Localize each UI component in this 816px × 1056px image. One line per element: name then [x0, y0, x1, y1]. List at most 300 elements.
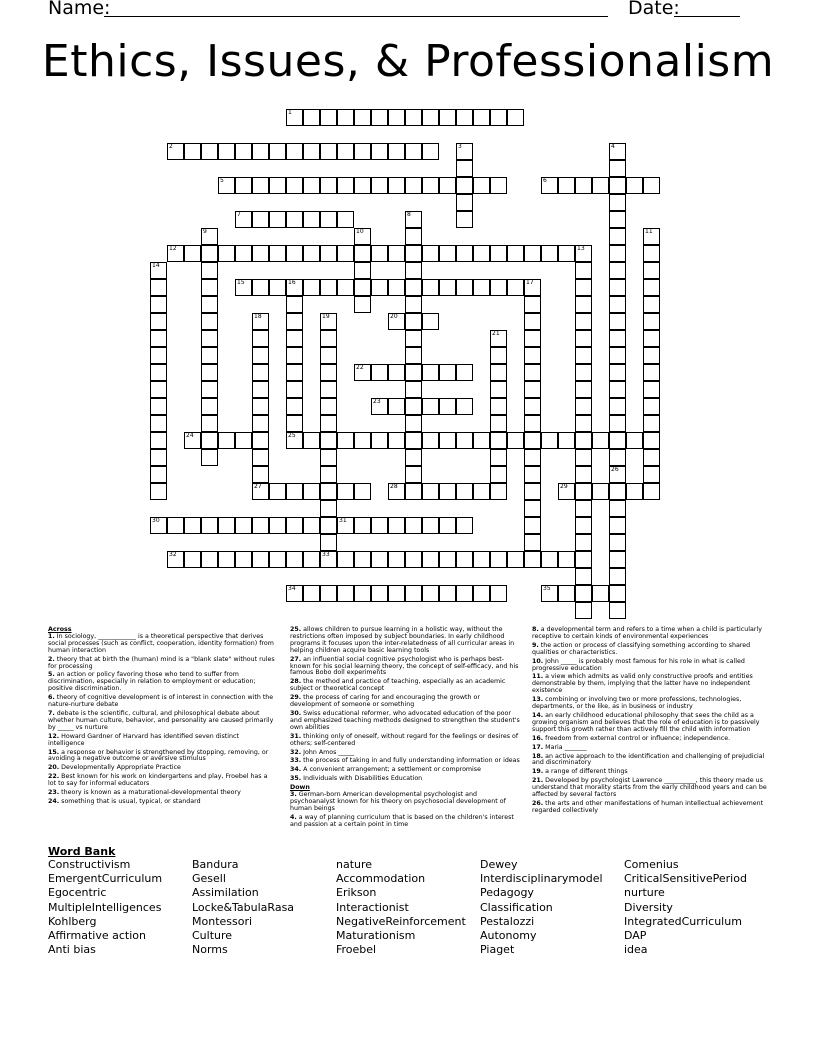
grid-cell[interactable] [405, 432, 422, 449]
grid-cell[interactable] [609, 585, 626, 602]
grid-cell[interactable] [524, 347, 541, 364]
grid-cell[interactable] [626, 432, 643, 449]
grid-cell[interactable] [643, 483, 660, 500]
grid-cell[interactable] [371, 143, 388, 160]
grid-cell[interactable] [490, 483, 507, 500]
grid-cell[interactable] [150, 330, 167, 347]
grid-cell[interactable] [252, 143, 269, 160]
grid-cell[interactable] [643, 432, 660, 449]
grid-cell[interactable] [575, 279, 592, 296]
grid-cell[interactable] [371, 432, 388, 449]
grid-cell[interactable] [388, 517, 405, 534]
grid-cell[interactable] [439, 398, 456, 415]
grid-cell[interactable] [405, 245, 422, 262]
grid-cell[interactable] [235, 245, 252, 262]
grid-cell[interactable] [269, 143, 286, 160]
grid-cell[interactable] [184, 432, 201, 449]
grid-cell[interactable] [405, 449, 422, 466]
grid-cell[interactable] [643, 449, 660, 466]
grid-cell[interactable] [473, 279, 490, 296]
grid-cell[interactable] [643, 279, 660, 296]
grid-cell[interactable] [422, 143, 439, 160]
grid-cell[interactable] [184, 245, 201, 262]
grid-cell[interactable] [286, 517, 303, 534]
grid-cell[interactable] [388, 364, 405, 381]
grid-cell[interactable] [150, 432, 167, 449]
grid-cell[interactable] [150, 364, 167, 381]
grid-cell[interactable] [371, 245, 388, 262]
grid-cell[interactable] [609, 330, 626, 347]
grid-cell[interactable] [303, 483, 320, 500]
grid-cell[interactable] [524, 449, 541, 466]
grid-cell[interactable] [252, 466, 269, 483]
grid-cell[interactable] [456, 177, 473, 194]
grid-cell[interactable] [354, 517, 371, 534]
grid-cell[interactable] [558, 585, 575, 602]
grid-cell[interactable] [286, 330, 303, 347]
grid-cell[interactable] [320, 109, 337, 126]
grid-cell[interactable] [524, 551, 541, 568]
grid-cell[interactable] [524, 534, 541, 551]
grid-cell[interactable] [473, 177, 490, 194]
grid-cell[interactable] [286, 245, 303, 262]
grid-cell[interactable] [320, 143, 337, 160]
grid-cell[interactable] [558, 245, 575, 262]
grid-cell[interactable] [286, 483, 303, 500]
grid-cell[interactable] [473, 483, 490, 500]
grid-cell[interactable] [575, 551, 592, 568]
grid-cell[interactable] [252, 211, 269, 228]
grid-cell[interactable] [643, 245, 660, 262]
grid-cell[interactable] [592, 177, 609, 194]
grid-cell[interactable] [303, 279, 320, 296]
grid-cell[interactable] [405, 398, 422, 415]
grid-cell[interactable] [422, 432, 439, 449]
grid-cell[interactable] [201, 330, 218, 347]
grid-cell[interactable] [456, 398, 473, 415]
grid-cell[interactable] [320, 211, 337, 228]
grid-cell[interactable] [643, 466, 660, 483]
grid-cell[interactable] [609, 160, 626, 177]
grid-cell[interactable] [405, 466, 422, 483]
grid-cell[interactable] [354, 228, 371, 245]
grid-cell[interactable] [252, 432, 269, 449]
grid-cell[interactable] [371, 364, 388, 381]
grid-cell[interactable] [524, 245, 541, 262]
grid-cell[interactable] [575, 296, 592, 313]
grid-cell[interactable] [150, 279, 167, 296]
grid-cell[interactable] [643, 364, 660, 381]
grid-cell[interactable] [524, 398, 541, 415]
grid-cell[interactable] [558, 432, 575, 449]
grid-cell[interactable] [524, 500, 541, 517]
grid-cell[interactable] [235, 279, 252, 296]
grid-cell[interactable] [490, 585, 507, 602]
grid-cell[interactable] [609, 347, 626, 364]
grid-cell[interactable] [252, 313, 269, 330]
grid-cell[interactable] [167, 517, 184, 534]
grid-cell[interactable] [371, 517, 388, 534]
grid-cell[interactable] [490, 432, 507, 449]
grid-cell[interactable] [439, 585, 456, 602]
grid-cell[interactable] [388, 245, 405, 262]
grid-cell[interactable] [337, 177, 354, 194]
grid-cell[interactable] [575, 500, 592, 517]
grid-cell[interactable] [388, 109, 405, 126]
grid-cell[interactable] [388, 551, 405, 568]
grid-cell[interactable] [201, 228, 218, 245]
grid-cell[interactable] [388, 585, 405, 602]
grid-cell[interactable] [541, 177, 558, 194]
grid-cell[interactable] [643, 330, 660, 347]
grid-cell[interactable] [575, 568, 592, 585]
grid-cell[interactable] [150, 262, 167, 279]
grid-cell[interactable] [490, 279, 507, 296]
grid-cell[interactable] [354, 245, 371, 262]
grid-cell[interactable] [405, 364, 422, 381]
grid-cell[interactable] [473, 432, 490, 449]
grid-cell[interactable] [490, 551, 507, 568]
grid-cell[interactable] [218, 432, 235, 449]
grid-cell[interactable] [507, 432, 524, 449]
grid-cell[interactable] [320, 245, 337, 262]
grid-cell[interactable] [609, 279, 626, 296]
grid-cell[interactable] [473, 109, 490, 126]
grid-cell[interactable] [609, 517, 626, 534]
grid-cell[interactable] [201, 245, 218, 262]
grid-cell[interactable] [286, 143, 303, 160]
grid-cell[interactable] [235, 432, 252, 449]
grid-cell[interactable] [575, 517, 592, 534]
grid-cell[interactable] [201, 279, 218, 296]
grid-cell[interactable] [286, 347, 303, 364]
grid-cell[interactable] [150, 296, 167, 313]
grid-cell[interactable] [286, 432, 303, 449]
grid-cell[interactable] [558, 551, 575, 568]
grid-cell[interactable] [473, 585, 490, 602]
grid-cell[interactable] [575, 483, 592, 500]
grid-cell[interactable] [184, 143, 201, 160]
grid-cell[interactable] [337, 109, 354, 126]
grid-cell[interactable] [167, 551, 184, 568]
grid-cell[interactable] [371, 585, 388, 602]
grid-cell[interactable] [609, 211, 626, 228]
grid-cell[interactable] [524, 415, 541, 432]
grid-cell[interactable] [609, 568, 626, 585]
grid-cell[interactable] [235, 211, 252, 228]
grid-cell[interactable] [405, 313, 422, 330]
grid-cell[interactable] [354, 262, 371, 279]
grid-cell[interactable] [269, 483, 286, 500]
grid-cell[interactable] [320, 330, 337, 347]
grid-cell[interactable] [201, 364, 218, 381]
grid-cell[interactable] [252, 483, 269, 500]
grid-cell[interactable] [456, 194, 473, 211]
grid-cell[interactable] [405, 211, 422, 228]
grid-cell[interactable] [269, 211, 286, 228]
grid-cell[interactable] [303, 585, 320, 602]
grid-cell[interactable] [320, 585, 337, 602]
grid-cell[interactable] [150, 398, 167, 415]
grid-cell[interactable] [405, 143, 422, 160]
grid-cell[interactable] [269, 177, 286, 194]
grid-cell[interactable] [405, 415, 422, 432]
grid-cell[interactable] [439, 432, 456, 449]
grid-cell[interactable] [286, 381, 303, 398]
grid-cell[interactable] [201, 449, 218, 466]
grid-cell[interactable] [252, 364, 269, 381]
grid-cell[interactable] [575, 432, 592, 449]
grid-cell[interactable] [609, 466, 626, 483]
grid-cell[interactable] [201, 415, 218, 432]
grid-cell[interactable] [320, 534, 337, 551]
grid-cell[interactable] [388, 177, 405, 194]
grid-cell[interactable] [235, 551, 252, 568]
grid-cell[interactable] [524, 432, 541, 449]
grid-cell[interactable] [286, 364, 303, 381]
grid-cell[interactable] [575, 177, 592, 194]
grid-cell[interactable] [422, 109, 439, 126]
grid-cell[interactable] [303, 517, 320, 534]
grid-cell[interactable] [490, 398, 507, 415]
grid-cell[interactable] [473, 551, 490, 568]
grid-cell[interactable] [405, 330, 422, 347]
grid-cell[interactable] [507, 245, 524, 262]
grid-cell[interactable] [150, 517, 167, 534]
grid-cell[interactable] [609, 364, 626, 381]
grid-cell[interactable] [643, 177, 660, 194]
grid-cell[interactable] [609, 398, 626, 415]
grid-cell[interactable] [643, 313, 660, 330]
grid-cell[interactable] [592, 432, 609, 449]
grid-cell[interactable] [388, 313, 405, 330]
grid-cell[interactable] [320, 381, 337, 398]
grid-cell[interactable] [371, 398, 388, 415]
grid-cell[interactable] [643, 398, 660, 415]
grid-cell[interactable] [439, 279, 456, 296]
grid-cell[interactable] [473, 245, 490, 262]
grid-cell[interactable] [524, 517, 541, 534]
grid-cell[interactable] [558, 177, 575, 194]
grid-cell[interactable] [422, 313, 439, 330]
grid-cell[interactable] [524, 279, 541, 296]
grid-cell[interactable] [337, 279, 354, 296]
grid-cell[interactable] [320, 517, 337, 534]
grid-cell[interactable] [354, 483, 371, 500]
grid-cell[interactable] [609, 432, 626, 449]
grid-cell[interactable] [252, 517, 269, 534]
grid-cell[interactable] [201, 517, 218, 534]
grid-cell[interactable] [303, 245, 320, 262]
grid-cell[interactable] [405, 177, 422, 194]
grid-cell[interactable] [218, 551, 235, 568]
grid-cell[interactable] [609, 228, 626, 245]
grid-cell[interactable] [524, 483, 541, 500]
grid-cell[interactable] [337, 517, 354, 534]
grid-cell[interactable] [354, 364, 371, 381]
grid-cell[interactable] [201, 143, 218, 160]
grid-cell[interactable] [235, 177, 252, 194]
grid-cell[interactable] [320, 500, 337, 517]
grid-cell[interactable] [150, 466, 167, 483]
grid-cell[interactable] [218, 177, 235, 194]
grid-cell[interactable] [320, 347, 337, 364]
grid-cell[interactable] [439, 483, 456, 500]
grid-cell[interactable] [456, 143, 473, 160]
grid-cell[interactable] [405, 585, 422, 602]
grid-cell[interactable] [575, 415, 592, 432]
grid-cell[interactable] [303, 211, 320, 228]
grid-cell[interactable] [201, 432, 218, 449]
grid-cell[interactable] [643, 415, 660, 432]
grid-cell[interactable] [354, 279, 371, 296]
grid-cell[interactable] [575, 534, 592, 551]
grid-cell[interactable] [252, 177, 269, 194]
grid-cell[interactable] [575, 364, 592, 381]
grid-cell[interactable] [371, 279, 388, 296]
grid-cell[interactable] [456, 432, 473, 449]
grid-cell[interactable] [643, 347, 660, 364]
grid-cell[interactable] [643, 296, 660, 313]
grid-cell[interactable] [456, 364, 473, 381]
grid-cell[interactable] [422, 279, 439, 296]
grid-cell[interactable] [439, 177, 456, 194]
grid-cell[interactable] [320, 177, 337, 194]
grid-cell[interactable] [422, 551, 439, 568]
grid-cell[interactable] [456, 585, 473, 602]
grid-cell[interactable] [609, 483, 626, 500]
grid-cell[interactable] [286, 415, 303, 432]
grid-cell[interactable] [592, 585, 609, 602]
grid-cell[interactable] [252, 347, 269, 364]
grid-cell[interactable] [575, 381, 592, 398]
grid-cell[interactable] [286, 551, 303, 568]
grid-cell[interactable] [252, 330, 269, 347]
grid-cell[interactable] [609, 534, 626, 551]
grid-cell[interactable] [320, 466, 337, 483]
grid-cell[interactable] [643, 262, 660, 279]
grid-cell[interactable] [422, 517, 439, 534]
grid-cell[interactable] [643, 228, 660, 245]
grid-cell[interactable] [201, 551, 218, 568]
grid-cell[interactable] [286, 211, 303, 228]
grid-cell[interactable] [456, 551, 473, 568]
grid-cell[interactable] [541, 245, 558, 262]
grid-cell[interactable] [371, 551, 388, 568]
grid-cell[interactable] [439, 364, 456, 381]
grid-cell[interactable] [252, 449, 269, 466]
grid-cell[interactable] [337, 432, 354, 449]
grid-cell[interactable] [422, 585, 439, 602]
grid-cell[interactable] [405, 483, 422, 500]
grid-cell[interactable] [405, 228, 422, 245]
grid-cell[interactable] [575, 398, 592, 415]
grid-cell[interactable] [490, 177, 507, 194]
grid-cell[interactable] [354, 143, 371, 160]
grid-cell[interactable] [405, 109, 422, 126]
grid-cell[interactable] [201, 347, 218, 364]
grid-cell[interactable] [575, 585, 592, 602]
grid-cell[interactable] [422, 398, 439, 415]
grid-cell[interactable] [354, 296, 371, 313]
grid-cell[interactable] [575, 449, 592, 466]
grid-cell[interactable] [490, 364, 507, 381]
grid-cell[interactable] [456, 211, 473, 228]
grid-cell[interactable] [337, 143, 354, 160]
grid-cell[interactable] [592, 483, 609, 500]
grid-cell[interactable] [422, 483, 439, 500]
grid-cell[interactable] [286, 177, 303, 194]
grid-cell[interactable] [439, 109, 456, 126]
grid-cell[interactable] [609, 415, 626, 432]
grid-cell[interactable] [609, 381, 626, 398]
grid-cell[interactable] [456, 517, 473, 534]
grid-cell[interactable] [609, 143, 626, 160]
grid-cell[interactable] [388, 279, 405, 296]
grid-cell[interactable] [269, 517, 286, 534]
grid-cell[interactable] [150, 483, 167, 500]
grid-cell[interactable] [405, 551, 422, 568]
grid-cell[interactable] [609, 551, 626, 568]
grid-cell[interactable] [490, 466, 507, 483]
grid-cell[interactable] [150, 381, 167, 398]
grid-cell[interactable] [575, 347, 592, 364]
grid-cell[interactable] [405, 517, 422, 534]
grid-cell[interactable] [371, 109, 388, 126]
grid-cell[interactable] [490, 449, 507, 466]
grid-cell[interactable] [541, 432, 558, 449]
grid-cell[interactable] [201, 398, 218, 415]
grid-cell[interactable] [388, 143, 405, 160]
grid-cell[interactable] [541, 585, 558, 602]
grid-cell[interactable] [541, 551, 558, 568]
grid-cell[interactable] [337, 585, 354, 602]
grid-cell[interactable] [490, 415, 507, 432]
grid-cell[interactable] [286, 109, 303, 126]
grid-cell[interactable] [456, 483, 473, 500]
grid-cell[interactable] [456, 279, 473, 296]
grid-cell[interactable] [405, 262, 422, 279]
grid-cell[interactable] [524, 381, 541, 398]
grid-cell[interactable] [269, 245, 286, 262]
grid-cell[interactable] [235, 143, 252, 160]
grid-cell[interactable] [422, 364, 439, 381]
grid-cell[interactable] [303, 143, 320, 160]
grid-cell[interactable] [609, 296, 626, 313]
grid-cell[interactable] [490, 109, 507, 126]
grid-cell[interactable] [405, 381, 422, 398]
grid-cell[interactable] [388, 398, 405, 415]
grid-cell[interactable] [303, 432, 320, 449]
grid-cell[interactable] [201, 296, 218, 313]
grid-cell[interactable] [626, 177, 643, 194]
grid-cell[interactable] [456, 109, 473, 126]
grid-cell[interactable] [575, 262, 592, 279]
grid-cell[interactable] [609, 262, 626, 279]
grid-cell[interactable] [609, 194, 626, 211]
grid-cell[interactable] [167, 245, 184, 262]
grid-cell[interactable] [320, 432, 337, 449]
grid-cell[interactable] [320, 449, 337, 466]
grid-cell[interactable] [252, 398, 269, 415]
grid-cell[interactable] [354, 551, 371, 568]
grid-cell[interactable] [490, 381, 507, 398]
grid-cell[interactable] [337, 245, 354, 262]
grid-cell[interactable] [286, 313, 303, 330]
grid-cell[interactable] [150, 347, 167, 364]
grid-cell[interactable] [422, 177, 439, 194]
grid-cell[interactable] [252, 279, 269, 296]
